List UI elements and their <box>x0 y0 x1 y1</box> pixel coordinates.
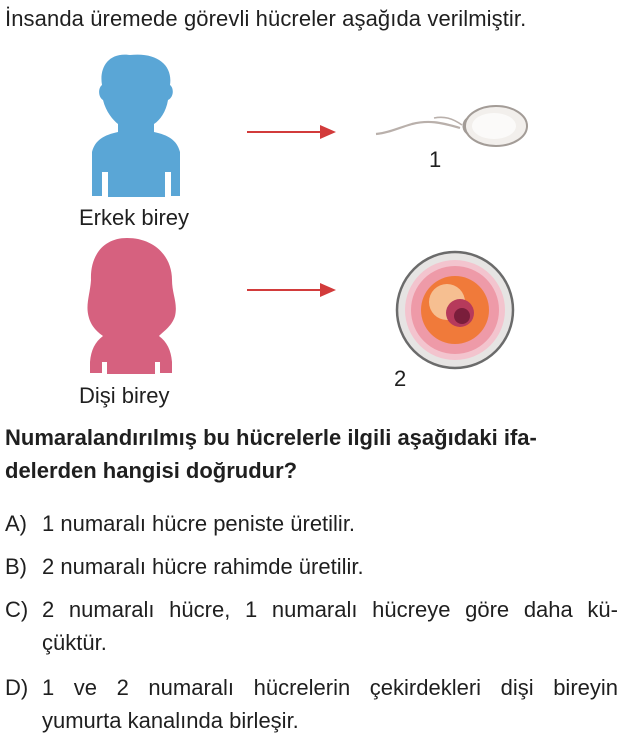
question-line-1: Numaralandırılmış bu hücrelerle ilgili aşağıdaki ifa- <box>5 425 537 450</box>
question-line-2: delerden hangisi doğrudur? <box>5 458 298 483</box>
egg-cell-icon <box>397 252 513 368</box>
arrow-icon <box>247 125 336 139</box>
intro-text: İnsanda üremede görevli hücreler aşağıda verilmiştir. <box>5 6 527 31</box>
option-text-line-1: 1 ve 2 numaralı hücrelerin çekirdekleri dişi bireyin <box>42 675 618 700</box>
cell-1-number: 1 <box>429 147 442 172</box>
option-b[interactable] <box>5 550 618 583</box>
option-a[interactable] <box>5 507 618 540</box>
male-label: Erkek birey <box>79 205 190 230</box>
male-silhouette-icon <box>92 55 180 197</box>
option-letter: A) <box>5 511 27 536</box>
option-letter: B) <box>5 554 27 579</box>
option-letter: C) <box>5 597 29 622</box>
option-letter: D) <box>5 675 29 700</box>
question-stem <box>5 421 617 487</box>
sperm-cell-icon <box>376 106 527 146</box>
option-text-line-1: 2 numaralı hücre, 1 numaralı hücreye göre daha kü- <box>42 597 618 622</box>
option-text: 2 numaralı hücre rahimde üretilir. <box>42 554 364 579</box>
arrow-icon <box>247 283 336 297</box>
cell-2-number: 2 <box>394 366 407 391</box>
option-text-line-2: çüktür. <box>42 630 107 655</box>
option-c[interactable] <box>5 593 618 659</box>
female-label: Dişi birey <box>79 383 170 408</box>
option-text: 1 numaralı hücre peniste üretilir. <box>42 511 356 536</box>
female-silhouette-icon <box>87 238 175 374</box>
option-d[interactable] <box>5 671 618 737</box>
option-text-line-2: yumurta kanalında birleşir. <box>42 708 299 733</box>
